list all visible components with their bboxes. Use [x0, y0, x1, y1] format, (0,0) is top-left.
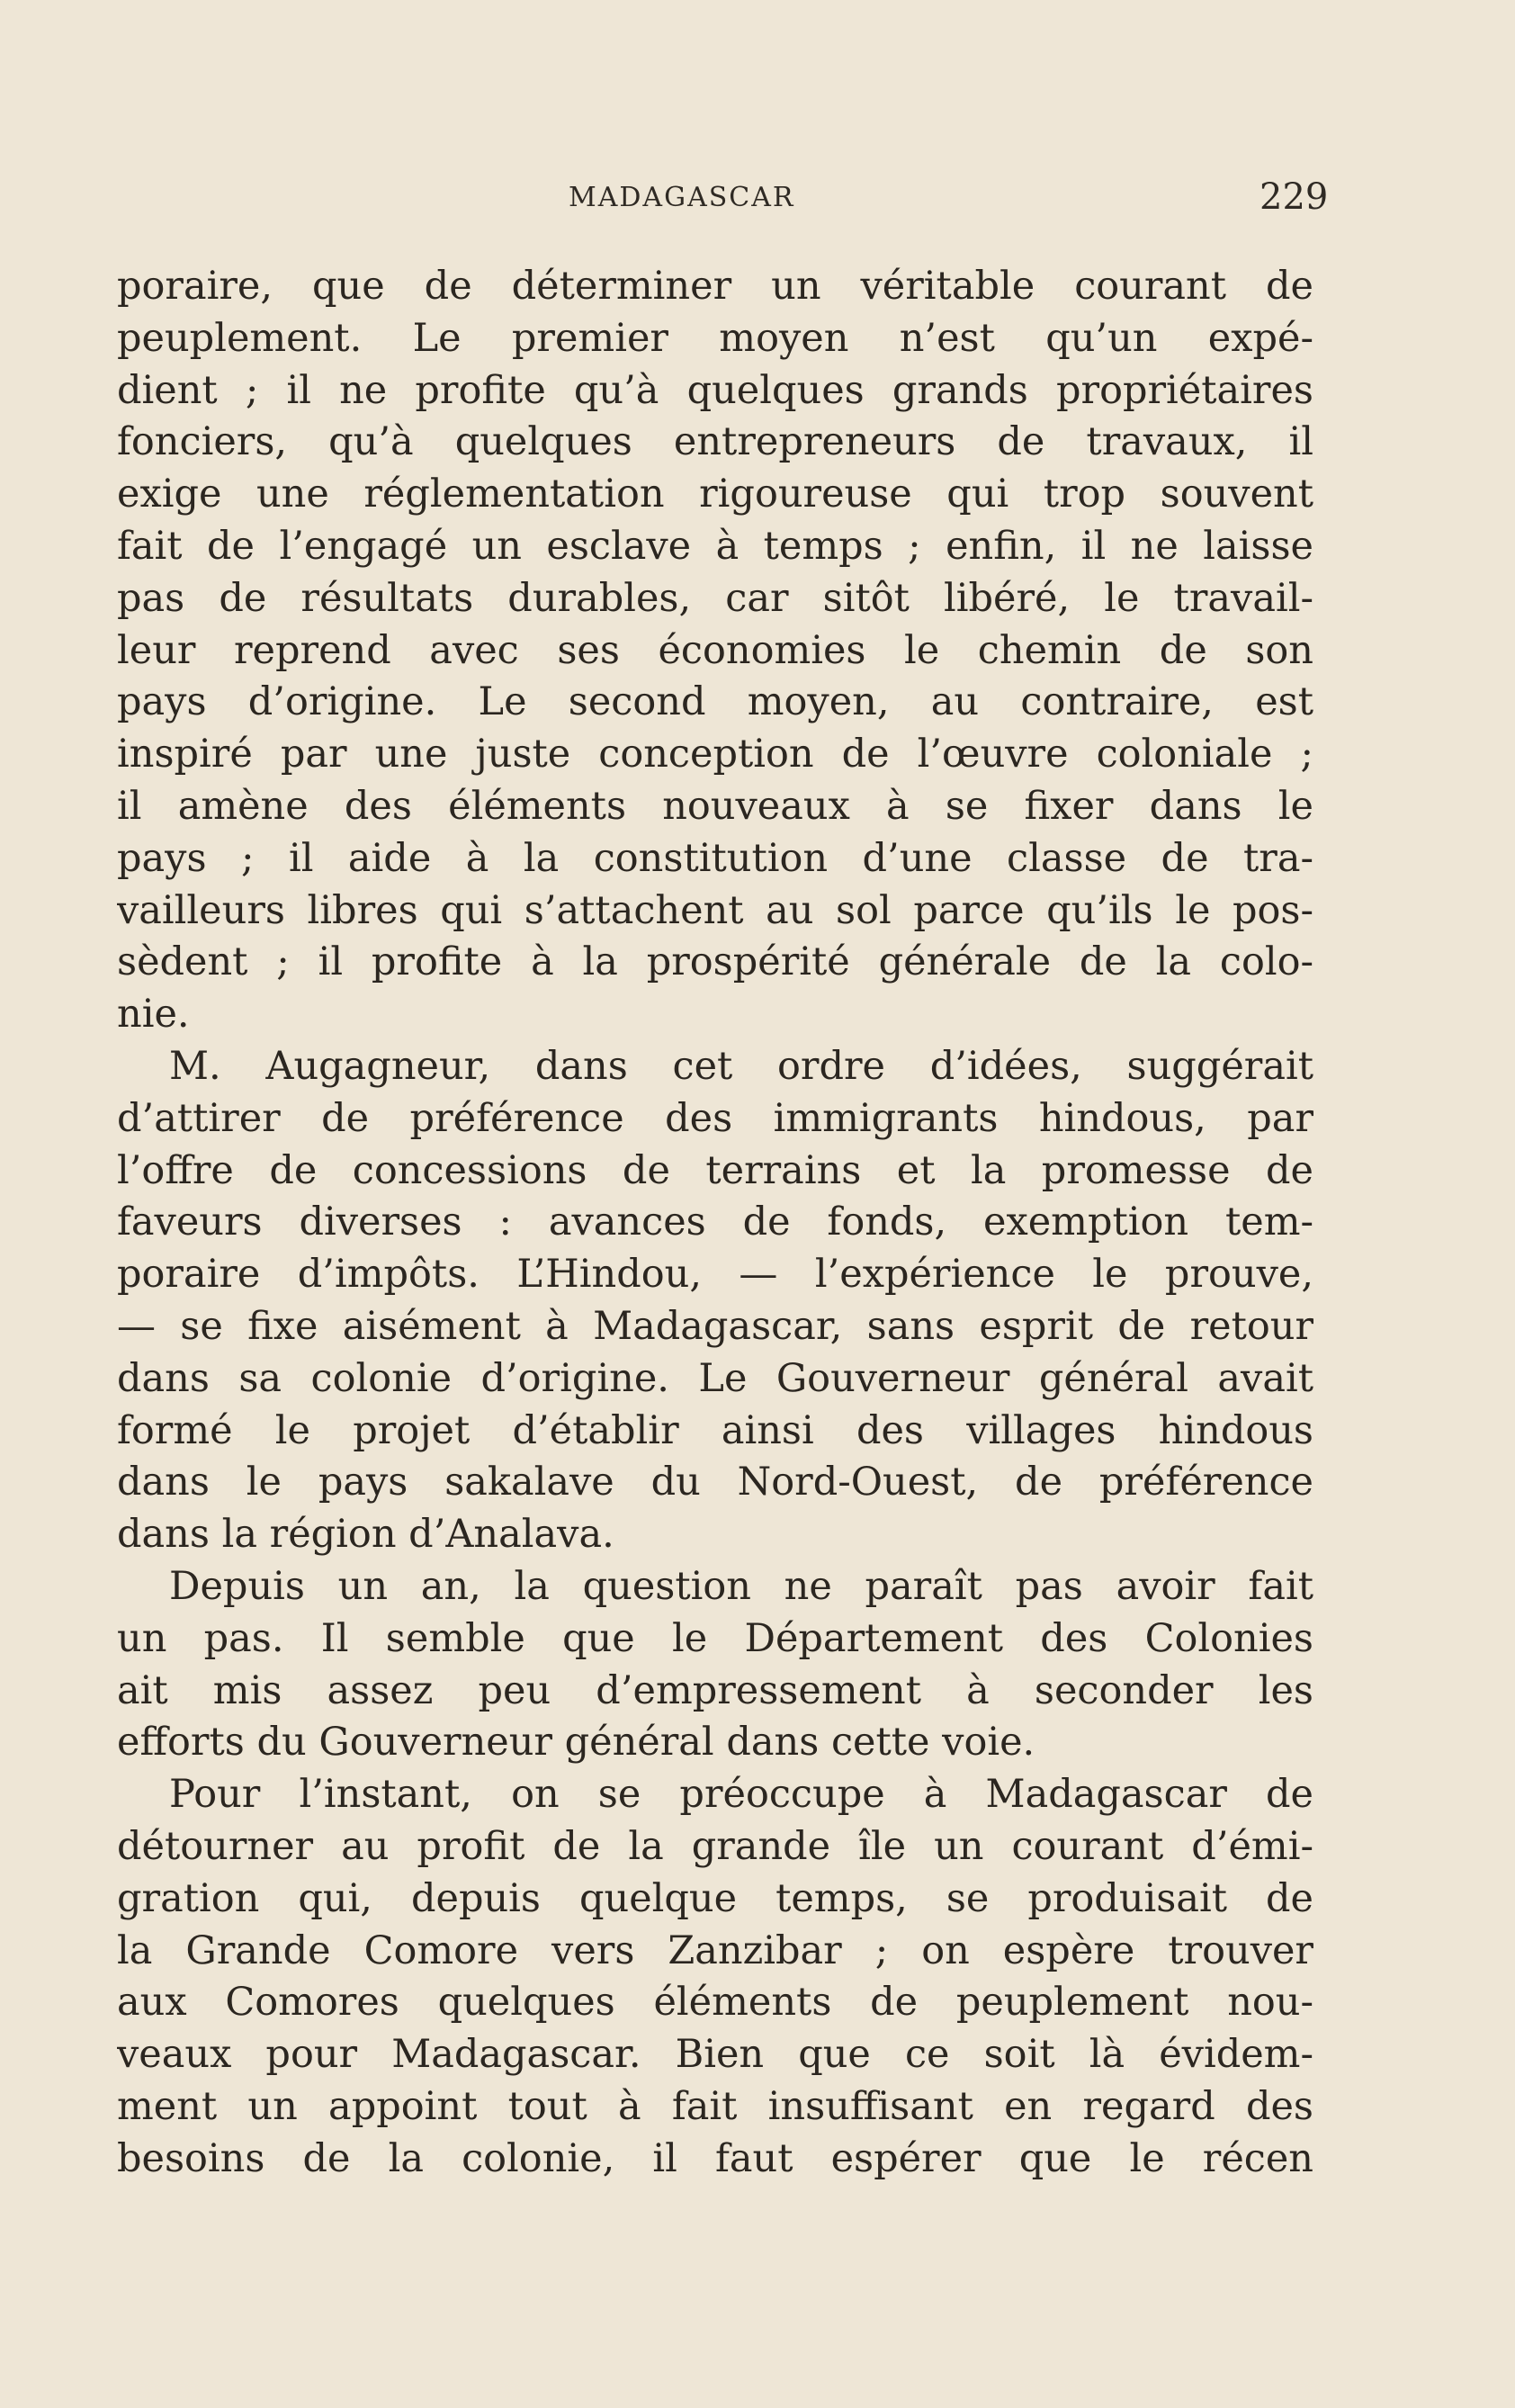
text-line: fonciers, qu’à quelques entrepreneurs de travaux, il [117, 419, 1313, 465]
text-line: sèdent ; il profite à la prospérité générale de la colo- [117, 939, 1313, 985]
paragraph [117, 261, 1313, 1041]
text-line: poraire d’impôts. L’Hindou, — l’expérience le prouve, [117, 1252, 1313, 1298]
text-line: dient ; il ne profite qu’à quelques grands propriétaires [117, 367, 1313, 413]
text-line: nie. [117, 992, 190, 1038]
text-line: dans le pays sakalave du Nord-Ouest, de préférence [117, 1460, 1313, 1505]
running-title: MADAGASCAR [569, 182, 795, 213]
body-text [117, 261, 1313, 2185]
text-line: poraire, que de déterminer un véritable courant de [117, 264, 1313, 309]
text-line: veaux pour Madagascar. Bien que ce soit là évidem- [117, 2032, 1313, 2078]
text-line: dans sa colonie d’origine. Le Gouverneur général avait [117, 1355, 1313, 1401]
running-header [0, 176, 1515, 230]
text-line: faveurs diverses : avances de fonds, exemption tem- [117, 1200, 1313, 1245]
text-line: pays ; il aide à la constitution d’une classe de tra- [117, 835, 1313, 881]
text-line: gration qui, depuis quelque temps, se produisait de [117, 1875, 1313, 1921]
text-line: un pas. Il semble que le Département des Colonies [117, 1615, 1313, 1661]
text-line: fait de l’engagé un esclave à temps ; enfin, il ne laisse [117, 523, 1313, 569]
paragraph [117, 1561, 1313, 1769]
text-line: — se fixe aisément à Madagascar, sans esprit de retour [117, 1303, 1313, 1349]
paragraph [117, 1041, 1313, 1561]
text-line: leur reprend avec ses économies le chemin de son [117, 627, 1313, 673]
text-line: ment un appoint tout à fait insuffisant en regard des [117, 2083, 1313, 2129]
text-line: peuplement. Le premier moyen n’est qu’un expé- [117, 315, 1313, 361]
text-line: aux Comores quelques éléments de peuplement nou- [117, 1980, 1313, 2026]
text-line: M. Augagneur, dans cet ordre d’idées, suggérait [169, 1043, 1313, 1089]
text-line: Depuis un an, la question ne paraît pas avoir fait [169, 1563, 1313, 1609]
text-line: d’attirer de préférence des immigrants hindous, par [117, 1095, 1313, 1141]
paragraph [117, 1769, 1313, 2185]
text-line: besoins de la colonie, il faut espérer que le récen [117, 2135, 1313, 2181]
text-line: efforts du Gouverneur général dans cette voie. [117, 1720, 1035, 1766]
text-line: exige une réglementation rigoureuse qui trop souvent [117, 472, 1313, 517]
text-line: ait mis assez peu d’empressement à seconder les [117, 1667, 1313, 1713]
text-line: pays d’origine. Le second moyen, au contraire, est [117, 679, 1313, 725]
text-line: vailleurs libres qui s’attachent au sol parce qu’ils le pos- [117, 887, 1313, 933]
text-line: l’offre de concessions de terrains et la promesse de [117, 1147, 1313, 1193]
text-line: pas de résultats durables, car sitôt libéré, le travail- [117, 575, 1313, 621]
text-line: Pour l’instant, on se préoccupe à Madagascar de [169, 1772, 1313, 1818]
page-number: 229 [1260, 176, 1329, 218]
text-line: formé le projet d’établir ainsi des villages hindous [117, 1407, 1313, 1453]
text-line: détourner au profit de la grande île un courant d’émi- [117, 1823, 1313, 1869]
text-line: dans la région d’Analava. [117, 1512, 614, 1558]
text-line: la Grande Comore vers Zanzibar ; on espère trouver [117, 1927, 1313, 1973]
text-line: il amène des éléments nouveaux à se fixer dans le [117, 783, 1313, 829]
text-line: inspiré par une juste conception de l’œuvre coloniale ; [117, 732, 1313, 777]
